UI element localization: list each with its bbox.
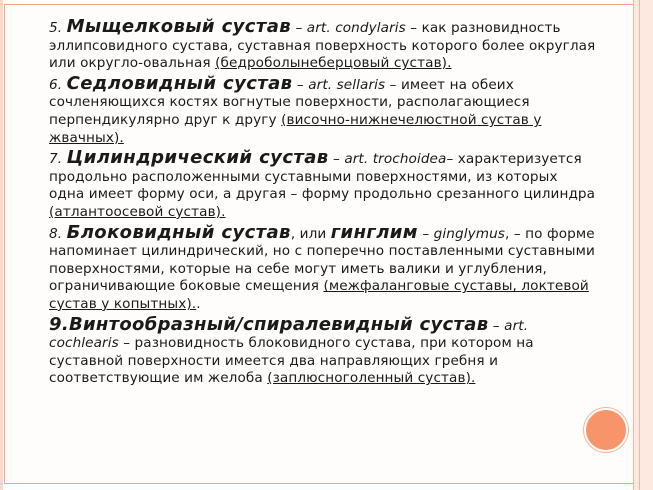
joint-term: Мыщелковый сустав [66,16,292,37]
joint-term: Цилиндрический сустав [66,147,329,169]
dash: – [417,225,434,242]
description: – разновидность блоковидного сустава, при котором на суставной поверхности имеется два направляющих гребня и соответствующие им желоба [49,335,534,387]
joint-term: Винтообразный/спиралевидный сустав [68,313,489,335]
joint-term: Блоковидный сустав [66,221,291,243]
example: (межфаланговые суставы, локтевой сустав у копытных). [49,278,589,312]
example: (атлантоосевой сустав). [49,203,226,220]
item-saddle-joint [49,72,597,147]
description: , – по форме напоминает цилиндрический, но с поперечно поставленными суставными поверхностями, которые на себе могут иметь валики и углубления, ограничивающие боковые смещения [49,225,595,295]
dash: – [292,76,309,93]
example: (височно-нижнечелюстной сустав у жвачных). [49,111,542,146]
latin-name: art. sellaris [308,76,386,93]
latin-name: art. trochoidea [344,151,447,168]
right-decorative-line [639,0,640,490]
tail-punctuation: . [196,295,201,312]
slide-content [49,18,597,390]
example: (бедроболынеберцовый сустав). [215,55,452,72]
item-number: 8. [49,225,63,242]
decorative-circle [584,408,628,452]
joint-term-alt: гинглим [330,221,418,243]
description: – имеет на обеих сочленяющихся костях вогнутые поверхности, располагающиеся перпендикулярно друг к другу [49,76,530,128]
item-number: 9. [49,313,69,335]
description: – характеризуется продольно расположенными суставными поверхностями, из которых одна имеет форму оси, а другая – форму продольно срезанного цилиндра [49,151,596,203]
right-decorative-band [633,0,653,490]
item-cylindrical-joint [49,149,597,221]
description: – как разновидность эллипсовидного сустава, суставная поверхность которого более округлая или округло-овальная [49,20,596,72]
connector: , или [290,225,331,242]
latin-name: ginglymus [433,225,505,242]
item-number: 5. [49,20,63,36]
latin-name: art. condylaris [306,20,406,36]
latin-name: art. cochlearis [49,317,529,352]
joint-term: Седловидный сустав [66,72,293,94]
dash: – [488,317,505,334]
item-condylar-joint [49,18,597,73]
dash: – [291,20,307,36]
dash: – [328,151,345,168]
left-decorative-line [0,0,3,490]
item-number: 6. [49,76,63,93]
item-number: 7. [49,151,63,168]
example: (заплюсноголенный сустав). [267,370,476,387]
item-hinge-joint [49,221,597,314]
item-screw-joint [49,313,597,388]
